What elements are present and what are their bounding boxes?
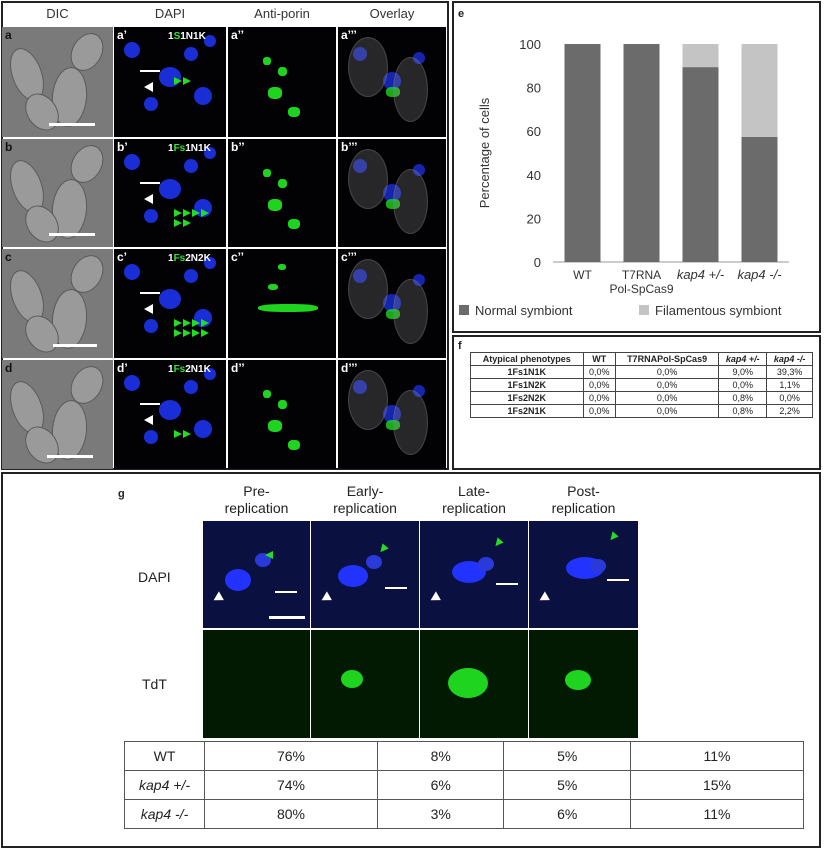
tdt-image-1 — [311, 630, 419, 738]
micrograph-c — [2, 249, 113, 358]
table-header-row — [471, 353, 813, 366]
x-tick-label: T7RNA — [621, 268, 662, 282]
tdt-image-3 — [529, 630, 638, 738]
arrowhead-white — [428, 591, 441, 604]
porin-signal — [263, 390, 271, 398]
table-cell: 1Fs2N1K — [471, 405, 584, 418]
table-header-cell: T7RNAPol-SpCas9 — [616, 353, 719, 366]
table-row — [471, 405, 813, 418]
scale-bar — [47, 455, 93, 458]
arrowhead-green — [174, 319, 182, 327]
panel-f-letter: f — [458, 340, 462, 352]
panel-label-a: a — [5, 28, 12, 42]
panel-label-d: d — [5, 361, 13, 375]
table-cell: 76% — [205, 742, 378, 771]
overlay-cell-shape — [393, 169, 428, 234]
panel-label-cp: c’ — [117, 250, 128, 264]
table-cell: 6% — [377, 771, 504, 800]
overlay-cell-shape — [393, 57, 428, 122]
arrowhead-green — [183, 77, 191, 85]
table-cell: 0,0% — [616, 366, 719, 379]
nucleus-blob — [159, 400, 181, 420]
arrowhead-green — [183, 219, 191, 227]
arrowhead-green — [192, 319, 200, 327]
dapi-image-2 — [420, 521, 528, 628]
x-tick-label: WT — [573, 268, 592, 282]
porin-signal — [263, 57, 271, 65]
arrowhead-green — [183, 430, 191, 438]
micrograph-a — [2, 27, 113, 137]
column-header-0: DIC — [46, 6, 69, 21]
phenotype-label-green: Fs — [173, 364, 186, 375]
x-tick-label: Pol-SpCas9 — [609, 282, 674, 296]
table-row — [471, 392, 813, 405]
overlay-cell-shape — [348, 259, 388, 319]
micrograph-b — [2, 139, 113, 247]
arrow-white — [275, 591, 297, 593]
nucleus-blob — [124, 264, 140, 280]
porin-signal — [278, 400, 287, 409]
panel-g-letter: g — [118, 488, 125, 500]
panel-label-ap: a’ — [117, 28, 128, 42]
nucleus-blob — [194, 420, 212, 438]
table-cell: 0,8% — [719, 392, 767, 405]
dapi-image-3 — [529, 521, 638, 628]
overlay-cell-shape — [348, 37, 388, 97]
arrowhead-green — [192, 209, 200, 217]
phenotype-label: 1Fs2N2K — [168, 253, 211, 264]
y-tick-label: 0 — [533, 255, 541, 270]
table-row — [125, 771, 804, 800]
table-cell: 5% — [504, 771, 631, 800]
bar-normal-symbiont — [683, 67, 719, 262]
porin-signal — [288, 440, 300, 450]
porin-signal — [268, 199, 282, 211]
table-cell: 0,0% — [616, 405, 719, 418]
arrowhead-green — [174, 219, 182, 227]
micrograph-dpp — [228, 360, 336, 469]
panel-label-cppp: c’’’ — [341, 250, 357, 264]
scale-bar — [53, 344, 97, 347]
legend-swatch — [459, 305, 469, 315]
y-tick-label: 20 — [526, 211, 541, 227]
y-tick-label: 40 — [526, 167, 541, 183]
micrograph-bppp — [338, 139, 446, 247]
panel-label-bp: b’ — [117, 140, 128, 154]
porin-signal — [258, 304, 318, 312]
scale-bar — [269, 616, 305, 619]
table-cell: 1Fs1N1K — [471, 366, 584, 379]
arrow-white — [607, 579, 629, 581]
overlay-cell-shape — [348, 370, 388, 430]
micrograph-bpp — [228, 139, 336, 247]
arrowhead-green — [192, 329, 200, 337]
micrograph-bp — [114, 139, 226, 247]
bar-normal-symbiont — [624, 44, 660, 262]
stacked-bar-chart — [453, 2, 821, 332]
kinetoplast-blob — [478, 557, 494, 571]
panel-label-app: a’’ — [231, 28, 244, 42]
table-cell: WT — [125, 742, 205, 771]
table-cell: 0,0% — [583, 392, 616, 405]
scale-bar — [49, 123, 95, 126]
replication-stage-table — [124, 741, 804, 829]
arrowhead-green — [174, 430, 182, 438]
porin-signal — [278, 264, 286, 270]
arrowhead-white — [144, 304, 153, 314]
nucleus-blob — [184, 269, 198, 283]
arrowhead-green — [174, 77, 182, 85]
table-cell: kap4 -/- — [125, 800, 205, 829]
table-header-cell: Atypical phenotypes — [471, 353, 584, 366]
arrowhead-green — [377, 543, 388, 554]
table-cell: 8% — [377, 742, 504, 771]
table-row — [471, 366, 813, 379]
panel-label-dpp: d’’ — [231, 361, 245, 375]
panel-label-bpp: b’’ — [231, 140, 245, 154]
table-cell: 6% — [504, 800, 631, 829]
arrow-white — [496, 583, 518, 585]
table-cell: 1,1% — [767, 379, 813, 392]
y-tick-label: 80 — [526, 80, 541, 96]
y-axis-label: Percentage of cells — [477, 97, 492, 209]
arrowhead-green — [183, 209, 191, 217]
table-cell: 74% — [205, 771, 378, 800]
table-cell: 3% — [377, 800, 504, 829]
kinetoplast-blob — [590, 559, 606, 573]
stage-header-1: Early- replication — [333, 483, 397, 516]
table-cell: 0,0% — [583, 366, 616, 379]
arrowhead-green — [265, 551, 273, 559]
table-cell: 0,8% — [719, 405, 767, 418]
table-cell: 0,0% — [616, 379, 719, 392]
tdt-signal — [565, 670, 591, 690]
table-cell: kap4 +/- — [125, 771, 205, 800]
legend-label: Filamentous symbiont — [655, 303, 782, 318]
table-header-cell: kap4 +/- — [719, 353, 767, 366]
arrowhead-white — [144, 194, 153, 204]
arrowhead-green — [201, 329, 209, 337]
nucleus-blob — [124, 375, 140, 391]
micrograph-app — [228, 27, 336, 137]
porin-signal — [268, 87, 282, 99]
bar-filamentous-symbiont — [742, 44, 778, 137]
scale-bar — [49, 233, 95, 236]
arrowhead-green — [183, 329, 191, 337]
nucleus-blob — [159, 179, 181, 199]
nucleus-blob — [159, 289, 181, 309]
phenotype-label-green: Fs — [173, 253, 186, 264]
table-cell: 5% — [504, 742, 631, 771]
arrow-white — [140, 182, 160, 184]
bar-normal-symbiont — [742, 137, 778, 262]
micrograph-cp — [114, 249, 226, 358]
nucleus-blob — [184, 47, 198, 61]
overlay-cell-shape — [393, 390, 428, 455]
arrow-white — [140, 292, 160, 294]
table-cell: 0,0% — [616, 392, 719, 405]
tdt-signal — [341, 670, 363, 688]
column-header-1: DAPI — [154, 6, 186, 21]
stage-header-0: Pre- replication — [224, 483, 289, 516]
bar-filamentous-symbiont — [683, 44, 719, 67]
table-cell: 1Fs2N2K — [471, 392, 584, 405]
arrowhead-green — [201, 319, 209, 327]
porin-signal — [268, 284, 278, 290]
arrowhead-green — [492, 537, 503, 548]
nucleus-blob — [144, 209, 158, 223]
panel-label-dppp: d’’’ — [341, 361, 358, 375]
micrograph-d — [2, 360, 113, 469]
table-row — [125, 742, 804, 771]
table-cell: 0,0% — [583, 379, 616, 392]
nucleus-blob — [338, 565, 368, 587]
panel-label-c: c — [5, 250, 12, 264]
phenotype-label: 1Fs1N1K — [168, 143, 211, 154]
porin-signal — [278, 67, 287, 76]
dapi-image-0 — [203, 521, 310, 628]
table-cell: 9,0% — [719, 366, 767, 379]
phenotype-label: 1S1N1K — [168, 31, 206, 42]
phenotype-label-green: S — [173, 31, 181, 42]
stage-header-3: Post- replication — [551, 483, 616, 516]
nucleus-blob — [184, 159, 198, 173]
table-header-cell: WT — [583, 353, 616, 366]
table-cell: 11% — [631, 742, 804, 771]
table-cell: 0,0% — [767, 392, 813, 405]
arrowhead-green — [607, 531, 618, 542]
table-row — [471, 379, 813, 392]
row-label-tdt: TdT — [142, 676, 167, 692]
porin-signal — [263, 169, 271, 177]
nucleus-blob — [144, 319, 158, 333]
x-tick-label: kap4 -/- — [737, 267, 782, 282]
table-cell: 0,0% — [719, 379, 767, 392]
tdt-image-2 — [420, 630, 528, 738]
arrowhead-white — [211, 591, 224, 604]
arrow-white — [140, 403, 160, 405]
micrograph-cpp — [228, 249, 336, 358]
legend-swatch — [639, 305, 649, 315]
overlay-cell-shape — [348, 149, 388, 209]
tdt-signal — [448, 668, 488, 698]
arrow-white — [140, 70, 160, 72]
arrowhead-white — [319, 591, 332, 604]
nucleus-blob — [184, 380, 198, 394]
table-row — [125, 800, 804, 829]
micrograph-ap — [114, 27, 226, 137]
table-cell: 2,2% — [767, 405, 813, 418]
micrograph-dp — [114, 360, 226, 469]
panel-label-bppp: b’’’ — [341, 140, 358, 154]
nucleus-blob — [124, 42, 140, 58]
y-tick-label: 60 — [526, 124, 541, 140]
panel-label-b: b — [5, 140, 13, 154]
x-tick-label: kap4 +/- — [676, 267, 725, 282]
panel-label-cpp: c’’ — [231, 250, 244, 264]
overlay-cell-shape — [393, 279, 428, 344]
porin-signal — [288, 219, 300, 229]
porin-signal — [288, 107, 300, 117]
column-header-3: Overlay — [369, 6, 415, 21]
arrowhead-green — [174, 329, 182, 337]
table-cell: 1Fs1N2K — [471, 379, 584, 392]
panel-label-dp: d’ — [117, 361, 128, 375]
table-cell: 15% — [631, 771, 804, 800]
micrograph-dppp — [338, 360, 446, 469]
micrograph-cppp — [338, 249, 446, 358]
tdt-image-0 — [203, 630, 310, 738]
dapi-image-1 — [311, 521, 419, 628]
porin-signal — [268, 420, 282, 432]
nucleus-blob — [144, 430, 158, 444]
row-label-dapi: DAPI — [138, 569, 171, 585]
phenotype-label-green: Fs — [173, 143, 186, 154]
porin-signal — [278, 179, 287, 188]
column-header-2: Anti-porin — [254, 6, 310, 21]
micrograph-appp — [338, 27, 446, 137]
arrowhead-green — [201, 209, 209, 217]
stage-header-2: Late- replication — [442, 483, 506, 516]
phenotype-label: 1Fs2N1K — [168, 364, 211, 375]
panel-e-letter: e — [458, 8, 465, 20]
table-cell: 0,0% — [583, 405, 616, 418]
bar-normal-symbiont — [565, 44, 601, 262]
y-tick-label: 100 — [519, 37, 541, 52]
arrowhead-white — [144, 82, 153, 92]
table-cell: 80% — [205, 800, 378, 829]
table-header-cell: kap4 -/- — [767, 353, 813, 366]
nucleus-blob — [144, 97, 158, 111]
panel-label-appp: a’’’ — [341, 28, 357, 42]
arrowhead-white — [537, 591, 550, 604]
kinetoplast-blob — [366, 555, 382, 569]
arrowhead-green — [183, 319, 191, 327]
table-cell: 39,3% — [767, 366, 813, 379]
arrow-white — [385, 587, 407, 589]
arrowhead-green — [174, 209, 182, 217]
nucleus-blob — [225, 569, 251, 591]
arrowhead-white — [144, 415, 153, 425]
atypical-phenotype-table — [470, 352, 813, 418]
legend-label: Normal symbiont — [475, 303, 573, 318]
nucleus-blob — [124, 154, 140, 170]
nucleus-blob — [194, 87, 212, 105]
table-cell: 11% — [631, 800, 804, 829]
